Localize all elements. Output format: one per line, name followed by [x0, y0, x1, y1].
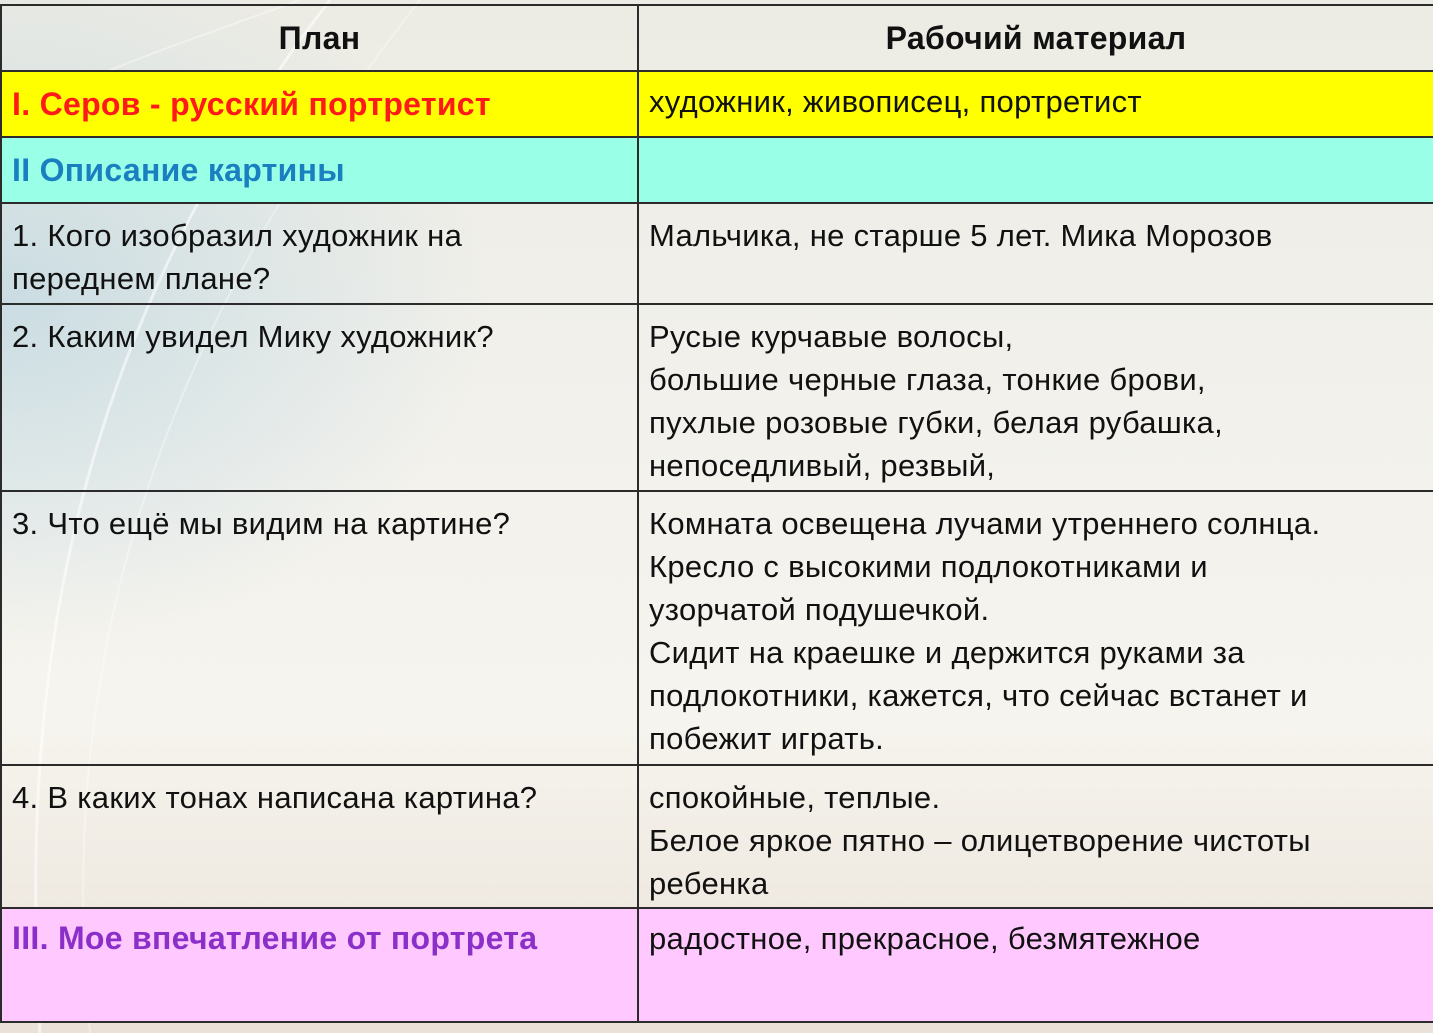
- question-3-plan: 3. Что ещё мы видим на картине?: [1, 491, 638, 765]
- question-2-material: Русые курчавые волосы, большие черные глаза, тонкие брови, пухлые розовые губки, белая рубашка, непоседливый, резвый,: [638, 304, 1433, 491]
- section-1-material: художник, живописец, портретист: [638, 71, 1433, 137]
- section-3-material: радостное, прекрасное, безмятежное: [638, 908, 1433, 1022]
- header-row: [1, 5, 1433, 71]
- plan-table: [0, 4, 1433, 1023]
- question-row-2: [1, 304, 1433, 491]
- section-3-plan: III. Мое впечатление от портрета: [1, 908, 638, 1022]
- question-4-plan: 4. В каких тонах написана картина?: [1, 765, 638, 908]
- question-3-material: Комната освещена лучами утреннего солнца. Кресло с высокими подлокотниками и узорчатой подушечкой. Сидит на краешке и держится руками за подлокотники, кажется, что сейчас встанет и побежит играть.: [638, 491, 1433, 765]
- section-row-3: [1, 908, 1433, 1022]
- section-row-1: [1, 71, 1433, 137]
- question-1-material: Мальчика, не старше 5 лет. Мика Морозов: [638, 203, 1433, 304]
- question-row-3: [1, 491, 1433, 765]
- question-4-material: спокойные, теплые. Белое яркое пятно – олицетворение чистоты ребенка: [638, 765, 1433, 908]
- question-row-1: [1, 203, 1433, 304]
- question-1-plan: 1. Кого изобразил художник на переднем плане?: [1, 203, 638, 304]
- section-row-2: [1, 137, 1433, 203]
- question-row-4: [1, 765, 1433, 908]
- question-2-plan: 2. Каким увидел Мику художник?: [1, 304, 638, 491]
- section-2-plan: II Описание картины: [1, 137, 638, 203]
- section-2-material: [638, 137, 1433, 203]
- header-plan: План: [1, 5, 638, 71]
- section-1-plan: I. Серов - русский портретист: [1, 71, 638, 137]
- header-material: Рабочий материал: [638, 5, 1433, 71]
